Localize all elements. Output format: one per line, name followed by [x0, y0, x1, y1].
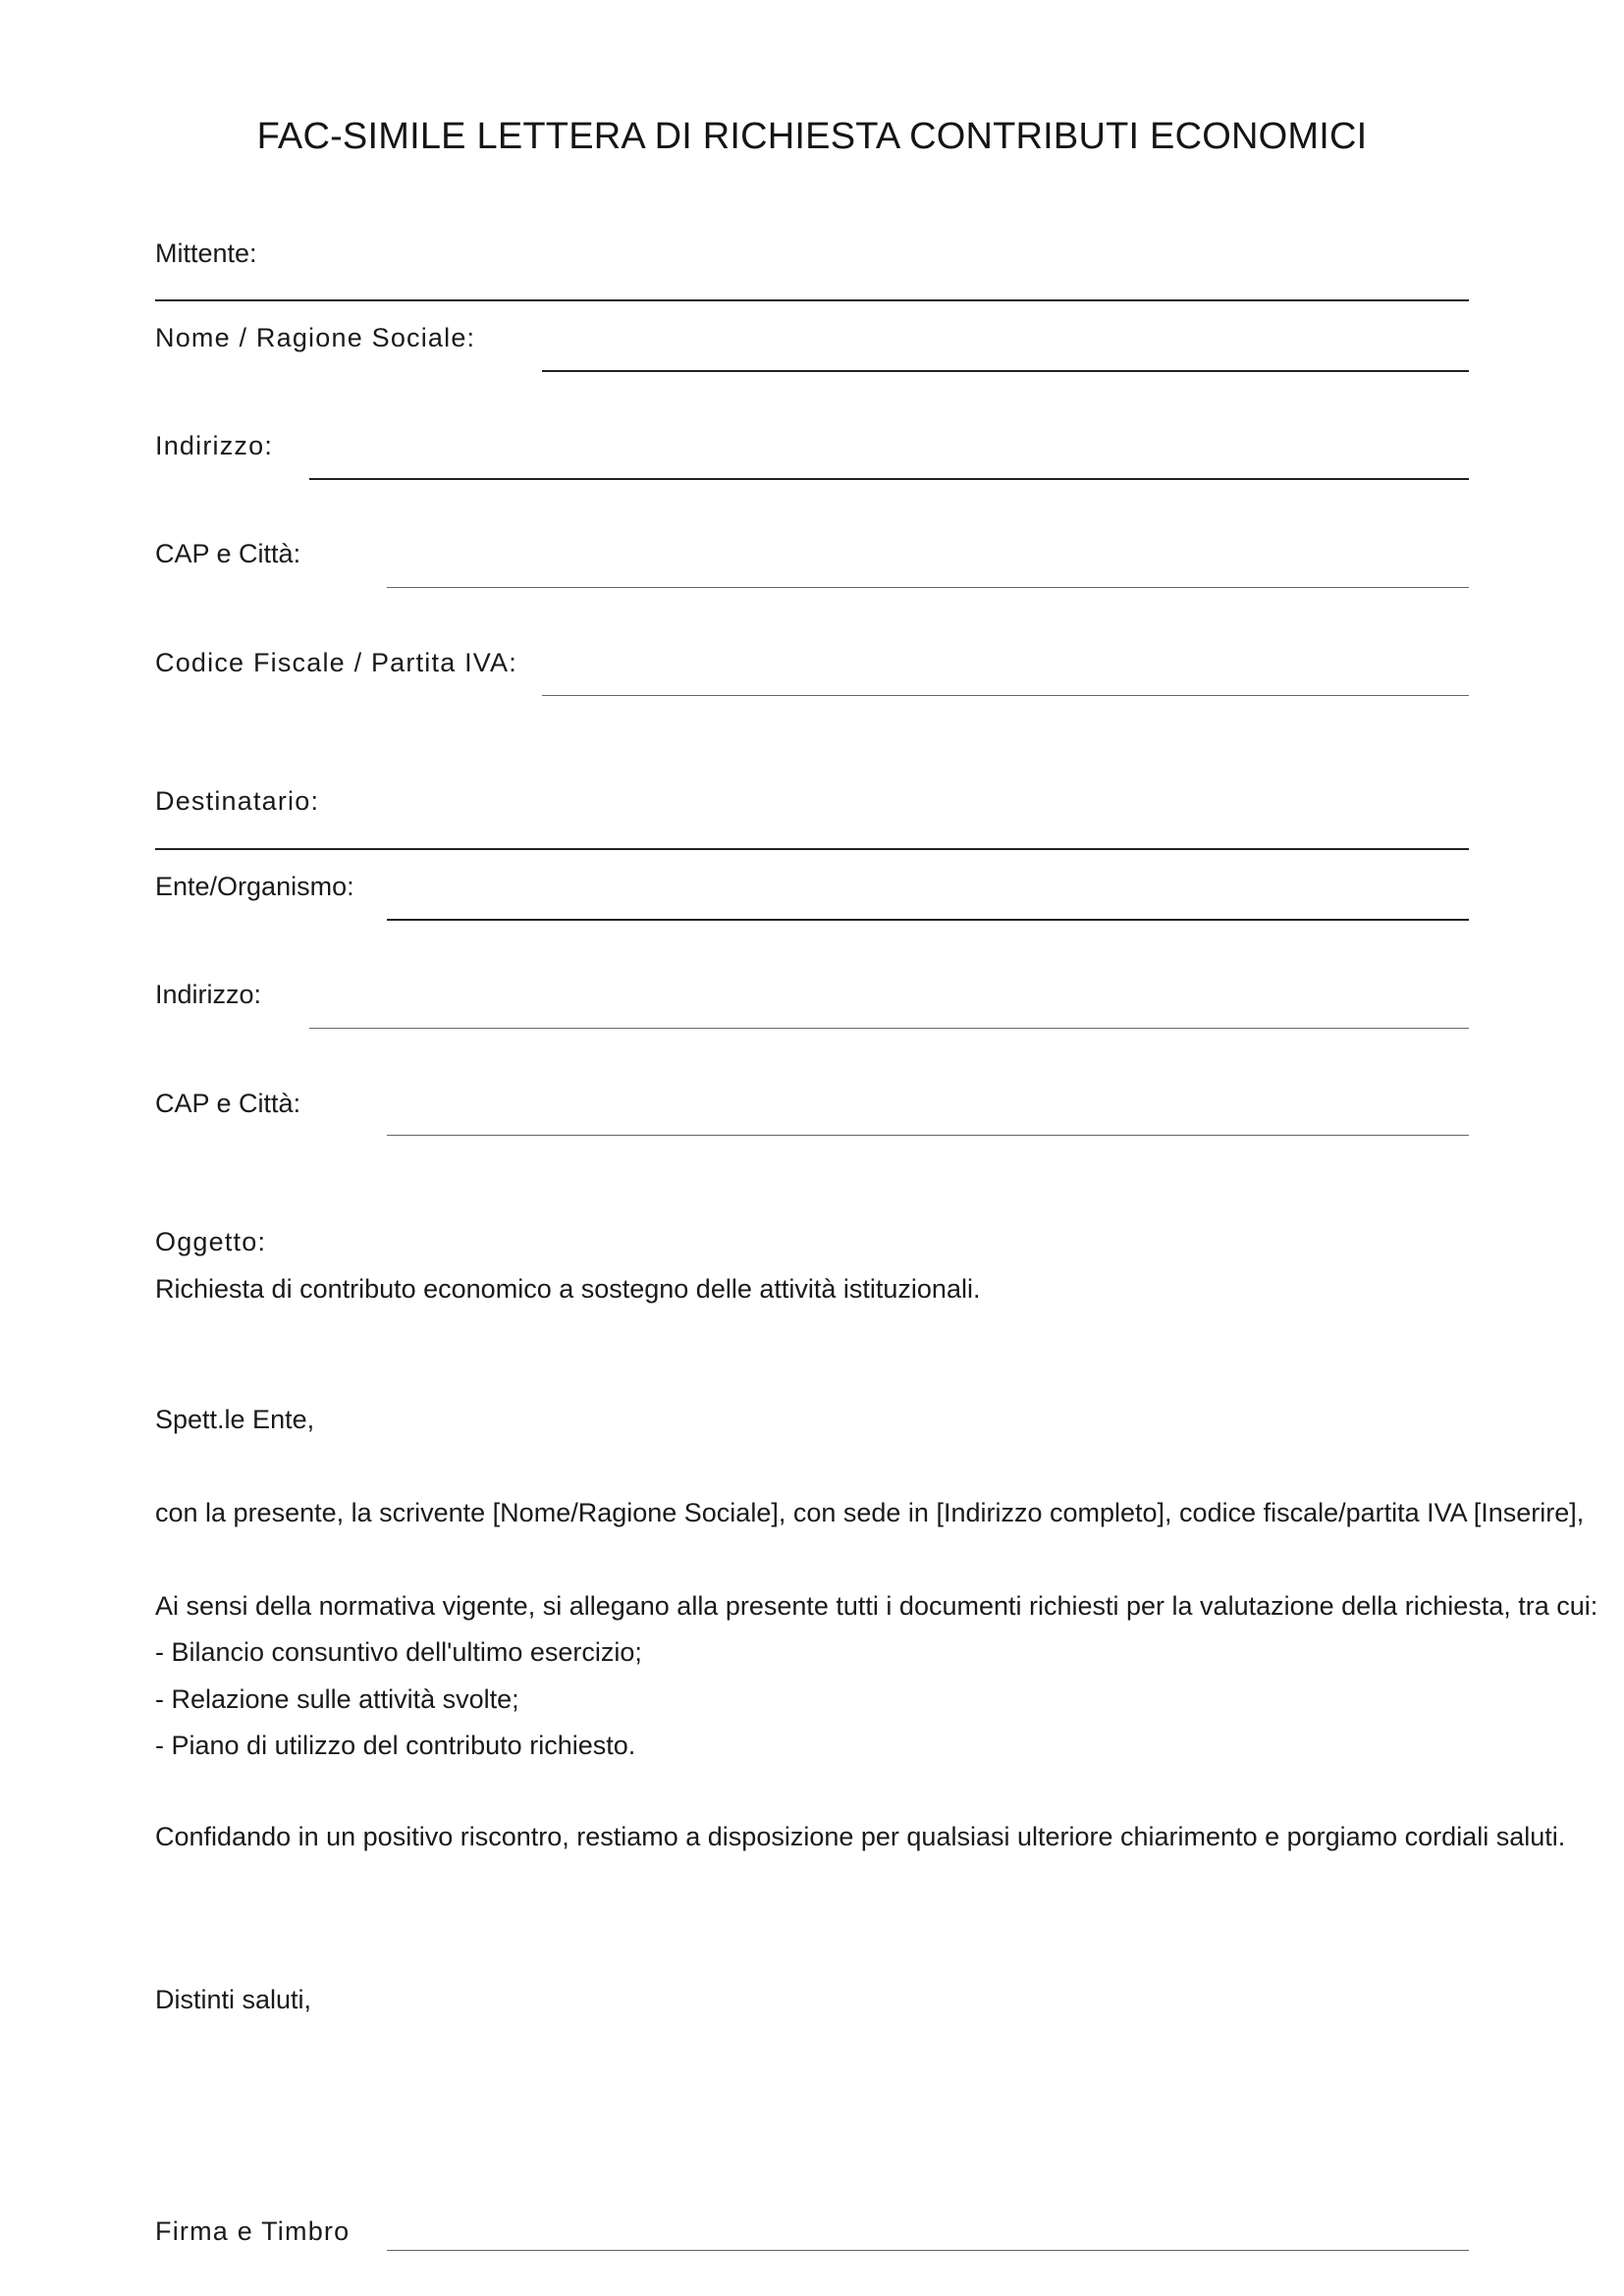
attachment-item: - Bilancio consuntivo dell'ultimo esercizio; [155, 1637, 642, 1667]
recipient-heading: Destinatario: [155, 786, 320, 816]
sender-city-label: CAP e Città: [155, 539, 301, 568]
signature-label: Firma e Timbro [155, 2216, 351, 2246]
sender-city-field[interactable] [387, 587, 1469, 588]
recipient-address-label: Indirizzo: [155, 980, 262, 1009]
document-title: FAC-SIMILE LETTERA DI RICHIESTA CONTRIBUTI ECONOMICI [256, 116, 1368, 157]
signature-field[interactable] [387, 2250, 1469, 2251]
attachment-item: - Relazione sulle attività svolte; [155, 1684, 519, 1714]
sender-heading: Mittente: [155, 239, 257, 268]
subject-text: Richiesta di contributo economico a sostegno delle attività istituzionali. [155, 1274, 981, 1304]
recipient-entity-label: Ente/Organismo: [155, 872, 354, 901]
sender-name-label: Nome / Ragione Sociale: [155, 323, 476, 352]
sender-address-field[interactable] [309, 478, 1469, 480]
sender-address-label: Indirizzo: [155, 431, 274, 460]
attachment-item: - Piano di utilizzo del contributo richiesto. [155, 1731, 636, 1760]
recipient-city-field[interactable] [387, 1135, 1469, 1136]
closing-paragraph: Confidando in un positivo riscontro, restiamo a disposizione per qualsiasi ulteriore chiarimento e porgiamo cordiali saluti. [155, 1822, 1566, 1851]
sender-divider [155, 299, 1469, 301]
sender-name-field[interactable] [542, 370, 1469, 372]
signoff: Distinti saluti, [155, 1985, 312, 2014]
greeting: Spett.le Ente, [155, 1405, 315, 1434]
recipient-entity-field[interactable] [387, 919, 1469, 921]
subject-heading: Oggetto: [155, 1227, 267, 1256]
sender-tax-label: Codice Fiscale / Partita IVA: [155, 648, 517, 677]
intro-paragraph: con la presente, la scrivente [Nome/Ragione Sociale], con sede in [Indirizzo completo], codice fiscale/partita IVA [Inserire], [155, 1498, 1585, 1527]
attachments-intro: Ai sensi della normativa vigente, si allegano alla presente tutti i documenti richiesti per la valutazione della richiesta, tra cui: [155, 1591, 1598, 1621]
recipient-divider [155, 848, 1469, 850]
sender-tax-field[interactable] [542, 695, 1469, 696]
recipient-city-label: CAP e Città: [155, 1089, 301, 1118]
recipient-address-field[interactable] [309, 1028, 1469, 1029]
